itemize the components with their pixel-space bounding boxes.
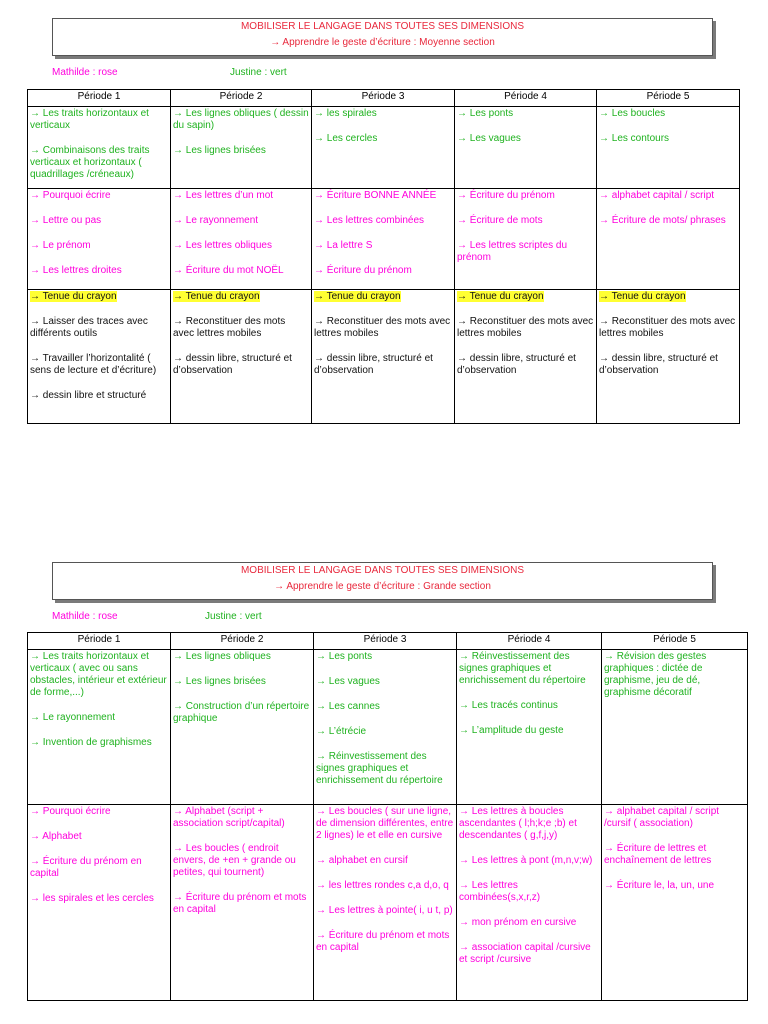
cell-entry	[459, 725, 599, 737]
cell-entry	[30, 190, 168, 202]
cell-entry	[459, 942, 599, 966]
entry-text: → dessin libre et structuré	[30, 390, 147, 401]
table-row	[28, 290, 740, 424]
cell-entry	[316, 726, 454, 738]
cell-entry	[316, 930, 454, 954]
entry-text: → Écriture BONNE ANNÉE	[314, 190, 437, 201]
highlighted-entry-text: → Tenue du crayon	[314, 291, 401, 302]
cell-periode-2	[171, 650, 314, 805]
entry-text: → Les traits horizontaux et verticaux	[30, 108, 149, 131]
cell-entry	[30, 390, 168, 402]
entry-text: → Les boucles ( sur une ligne, de dimension différentes, entre 2 lignes) le et elle en cursive	[316, 806, 454, 841]
cell-entry	[314, 291, 452, 303]
title-main: MOBILISER LE LANGAGE DANS TOUTES SES DIMENSIONS	[240, 565, 525, 576]
entry-text: → La lettre S	[314, 240, 373, 251]
cell-periode-5	[602, 805, 748, 1001]
cell-entry	[30, 353, 168, 377]
entry-text: → Invention de graphismes	[30, 737, 152, 748]
cell-entry	[30, 316, 168, 340]
cell-entry	[30, 291, 168, 303]
cell-entry	[173, 190, 309, 202]
cell-periode-3	[312, 189, 455, 290]
highlighted-entry-text: → Tenue du crayon	[173, 291, 260, 302]
table-grande	[27, 632, 748, 1001]
cell-periode-5	[597, 189, 740, 290]
cell-periode-5	[602, 650, 748, 805]
entry-text: → alphabet capital / script /cursif ( association)	[604, 806, 720, 829]
entry-text: → alphabet en cursif	[316, 855, 408, 866]
entry-text: → Reconstituer des mots avec lettres mobiles	[599, 316, 736, 339]
cell-entry	[459, 855, 599, 867]
cell-periode-1	[28, 290, 171, 424]
entry-text: → Écriture le, la, un, une	[604, 880, 715, 891]
cell-periode-2	[171, 189, 312, 290]
cell-periode-1	[28, 107, 171, 189]
entry-text: → les spirales et les cercles	[30, 893, 154, 904]
entry-text: → Les ponts	[457, 108, 514, 119]
title-sub: → Apprendre le geste d’écriture : Moyenne section	[270, 37, 495, 48]
header-row	[28, 90, 740, 107]
cell-entry	[173, 892, 311, 916]
cell-entry	[173, 353, 309, 377]
entry-text: → Construction d’un répertoire graphique	[173, 701, 310, 724]
cell-entry	[599, 291, 737, 303]
cell-periode-3	[312, 107, 455, 189]
cell-periode-3	[314, 650, 457, 805]
entry-text: → association capital /cursive et script /cursive	[459, 942, 591, 965]
entry-text: → Les vagues	[457, 133, 521, 144]
entry-text: → Les lignes obliques ( dessin du sapin)	[173, 108, 309, 131]
cell-entry	[457, 133, 594, 145]
header-periode-2: Période 2	[171, 90, 312, 107]
entry-text: → dessin libre, structuré et d’observation	[599, 353, 718, 376]
cell-entry	[30, 651, 168, 699]
entry-text: → Écriture de mots/ phrases	[599, 215, 726, 226]
cell-entry	[314, 240, 452, 252]
cell-entry	[314, 265, 452, 277]
cell-entry	[457, 316, 594, 340]
entry-text: → Le rayonnement	[173, 215, 259, 226]
table-row	[28, 805, 748, 1001]
cell-entry	[173, 291, 309, 303]
highlighted-entry-text: → Tenue du crayon	[599, 291, 686, 302]
entry-text: → Les boucles ( endroit envers, de +en + grande ou petites, qui tournent)	[173, 843, 296, 878]
cell-entry	[314, 133, 452, 145]
entry-text: → Travailler l’horizontalité ( sens de lecture et d’écriture)	[30, 353, 157, 376]
entry-text: → Révision des gestes graphiques : dictée de graphisme, jeu de dé, graphisme décoratif	[604, 651, 707, 698]
entry-text: → les spirales	[314, 108, 377, 119]
cell-periode-1	[28, 189, 171, 290]
entry-text: → Les lettres scriptes du prénom	[457, 240, 568, 263]
cell-periode-1	[28, 805, 171, 1001]
cell-entry	[314, 190, 452, 202]
cell-entry	[604, 806, 745, 830]
cell-periode-4	[457, 650, 602, 805]
cell-entry	[30, 215, 168, 227]
cell-entry	[173, 108, 309, 132]
entry-text: → Les lettres d’un mot	[173, 190, 274, 201]
entry-text: → Pourquoi écrire	[30, 190, 111, 201]
cell-entry	[604, 651, 745, 699]
cell-entry	[316, 751, 454, 787]
entry-text: → mon prénom en cursive	[459, 917, 577, 928]
cell-entry	[316, 701, 454, 713]
cell-entry	[30, 145, 168, 181]
entry-text: → Reconstituer des mots avec lettres mobiles	[173, 316, 286, 339]
cell-entry	[30, 893, 168, 905]
cell-entry	[316, 806, 454, 842]
cell-entry	[459, 700, 599, 712]
cell-entry	[173, 651, 311, 663]
entry-text: → Réinvestissement des signes graphiques et enrichissement du répertoire	[316, 751, 443, 786]
entry-text: → Laisser des traces avec différents outils	[30, 316, 148, 339]
entry-text: → Les boucles	[599, 108, 666, 119]
entry-text: → Les lettres à boucles ascendantes ( l;h;k;e ;b) et descendantes ( g,f,j,y)	[459, 806, 577, 841]
cell-entry	[459, 917, 599, 929]
cell-entry	[173, 843, 311, 879]
cell-entry	[30, 831, 168, 843]
cell-periode-4	[457, 805, 602, 1001]
cell-periode-2	[171, 107, 312, 189]
cell-entry	[604, 880, 745, 892]
cell-entry	[173, 240, 309, 252]
cell-entry	[173, 316, 309, 340]
cell-entry	[459, 651, 599, 687]
cell-entry	[457, 108, 594, 120]
entry-text: → dessin libre, structuré et d’observation	[314, 353, 433, 376]
highlighted-entry-text: → Tenue du crayon	[30, 291, 117, 302]
entry-text: → dessin libre, structuré et d’observation	[173, 353, 292, 376]
cell-entry	[173, 701, 311, 725]
cell-entry	[173, 806, 311, 830]
entry-text: → L’étrécie	[316, 726, 367, 737]
table-row	[28, 189, 740, 290]
header-periode-1: Période 1	[28, 90, 171, 107]
table-row	[28, 650, 748, 805]
cell-entry	[316, 905, 454, 917]
legend-justine: Justine : vert	[230, 67, 287, 78]
cell-entry	[314, 353, 452, 377]
highlighted-entry-text: → Tenue du crayon	[457, 291, 544, 302]
entry-text: → Les lettres obliques	[173, 240, 272, 251]
cell-entry	[173, 145, 309, 157]
entry-text: → Les lignes brisées	[173, 145, 266, 156]
cell-entry	[314, 108, 452, 120]
entry-text: → Lettre ou pas	[30, 215, 102, 226]
title-box	[52, 18, 713, 56]
entry-text: → Écriture du prénom	[457, 190, 555, 201]
legend-mathilde: Mathilde : rose	[52, 611, 118, 622]
cell-periode-2	[171, 805, 314, 1001]
cell-periode-1	[28, 650, 171, 805]
entry-text: → Les cercles	[314, 133, 378, 144]
entry-text: → alphabet capital / script	[599, 190, 715, 201]
cell-entry	[599, 316, 737, 340]
cell-entry	[599, 215, 737, 227]
entry-text: → Le prénom	[30, 240, 91, 251]
cell-entry	[30, 108, 168, 132]
entry-text: → Le rayonnement	[30, 712, 116, 723]
header-periode-3: Période 3	[312, 90, 455, 107]
entry-text: → les lettres rondes c,a d,o, q	[316, 880, 449, 891]
cell-entry	[30, 712, 168, 724]
cell-entry	[30, 737, 168, 749]
cell-entry	[457, 215, 594, 227]
entry-text: → Combinaisons des traits verticaux et horizontaux ( quadrillages /créneaux)	[30, 145, 150, 180]
entry-text: → Les contours	[599, 133, 670, 144]
header-periode-3: Période 3	[314, 633, 457, 650]
cell-periode-2	[171, 290, 312, 424]
entry-text: → Alphabet	[30, 831, 82, 842]
cell-entry	[599, 108, 737, 120]
entry-text: → Les lettres combinées(s,x,r,z)	[459, 880, 541, 903]
cell-entry	[316, 880, 454, 892]
entry-text: → Les lettres droites	[30, 265, 122, 276]
cell-entry	[314, 215, 452, 227]
cell-periode-5	[597, 290, 740, 424]
entry-text: → Les vagues	[316, 676, 380, 687]
cell-periode-4	[455, 290, 597, 424]
cell-entry	[599, 353, 737, 377]
cell-entry	[459, 880, 599, 904]
entry-text: → Écriture du prénom en capital	[30, 856, 142, 879]
cell-entry	[30, 806, 168, 818]
cell-entry	[173, 215, 309, 227]
entry-text: → Les lignes obliques	[173, 651, 271, 662]
title-sub: → Apprendre le geste d’écriture : Grande section	[274, 581, 491, 592]
cell-entry	[30, 240, 168, 252]
header-periode-5: Période 5	[597, 90, 740, 107]
header-periode-4: Période 4	[455, 90, 597, 107]
cell-entry	[599, 133, 737, 145]
entry-text: → Les lettres combinées	[314, 215, 425, 226]
entry-text: → Pourquoi écrire	[30, 806, 111, 817]
cell-periode-4	[455, 189, 597, 290]
entry-text: → Reconstituer des mots avec lettres mobiles	[314, 316, 451, 339]
entry-text: → Les lettres à pont (m,n,v;w)	[459, 855, 593, 866]
entry-text: → Les cannes	[316, 701, 380, 712]
entry-text: → Les ponts	[316, 651, 373, 662]
cell-entry	[173, 265, 309, 277]
entry-text: → Réinvestissement des signes graphiques et enrichissement du répertoire	[459, 651, 586, 686]
header-periode-2: Période 2	[171, 633, 314, 650]
cell-periode-5	[597, 107, 740, 189]
cell-entry	[457, 353, 594, 377]
cell-entry	[314, 316, 452, 340]
legend-justine: Justine : vert	[205, 611, 262, 622]
entry-text: → Écriture de lettres et enchaînement de lettres	[604, 843, 712, 866]
entry-text: → Écriture du prénom	[314, 265, 412, 276]
entry-text: → Alphabet (script + association script/capital)	[173, 806, 285, 829]
entry-text: → Écriture du prénom et mots en capital	[316, 930, 450, 953]
entry-text: → Écriture de mots	[457, 215, 543, 226]
entry-text: → Les lignes brisées	[173, 676, 266, 687]
cell-entry	[604, 843, 745, 867]
entry-text: → L’amplitude du geste	[459, 725, 564, 736]
cell-periode-4	[455, 107, 597, 189]
title-box	[52, 562, 713, 600]
table-row	[28, 107, 740, 189]
cell-entry	[316, 855, 454, 867]
cell-entry	[457, 190, 594, 202]
entry-text: → Reconstituer des mots avec lettres mobiles	[457, 316, 594, 339]
header-periode-1: Période 1	[28, 633, 171, 650]
entry-text: → dessin libre, structuré et d’observation	[457, 353, 576, 376]
header-row	[28, 633, 748, 650]
cell-periode-3	[314, 805, 457, 1001]
cell-entry	[316, 676, 454, 688]
cell-entry	[30, 265, 168, 277]
cell-entry	[30, 856, 168, 880]
entry-text: → Écriture du prénom et mots en capital	[173, 892, 307, 915]
entry-text: → Les lettres à pointe( i, u t, p)	[316, 905, 453, 916]
table-moyenne	[27, 89, 740, 424]
entry-text: → Écriture du mot NOËL	[173, 265, 284, 276]
entry-text: → Les tracés continus	[459, 700, 558, 711]
cell-entry	[457, 291, 594, 303]
cell-periode-3	[312, 290, 455, 424]
title-main: MOBILISER LE LANGAGE DANS TOUTES SES DIMENSIONS	[240, 21, 525, 32]
cell-entry	[316, 651, 454, 663]
cell-entry	[173, 676, 311, 688]
cell-entry	[457, 240, 594, 264]
header-periode-5: Période 5	[602, 633, 748, 650]
cell-entry	[599, 190, 737, 202]
entry-text: → Les traits horizontaux et verticaux ( avec ou sans obstacles, intérieur et extérieur de forme,...)	[30, 651, 167, 698]
cell-entry	[459, 806, 599, 842]
header-periode-4: Période 4	[457, 633, 602, 650]
legend-mathilde: Mathilde : rose	[52, 67, 118, 78]
